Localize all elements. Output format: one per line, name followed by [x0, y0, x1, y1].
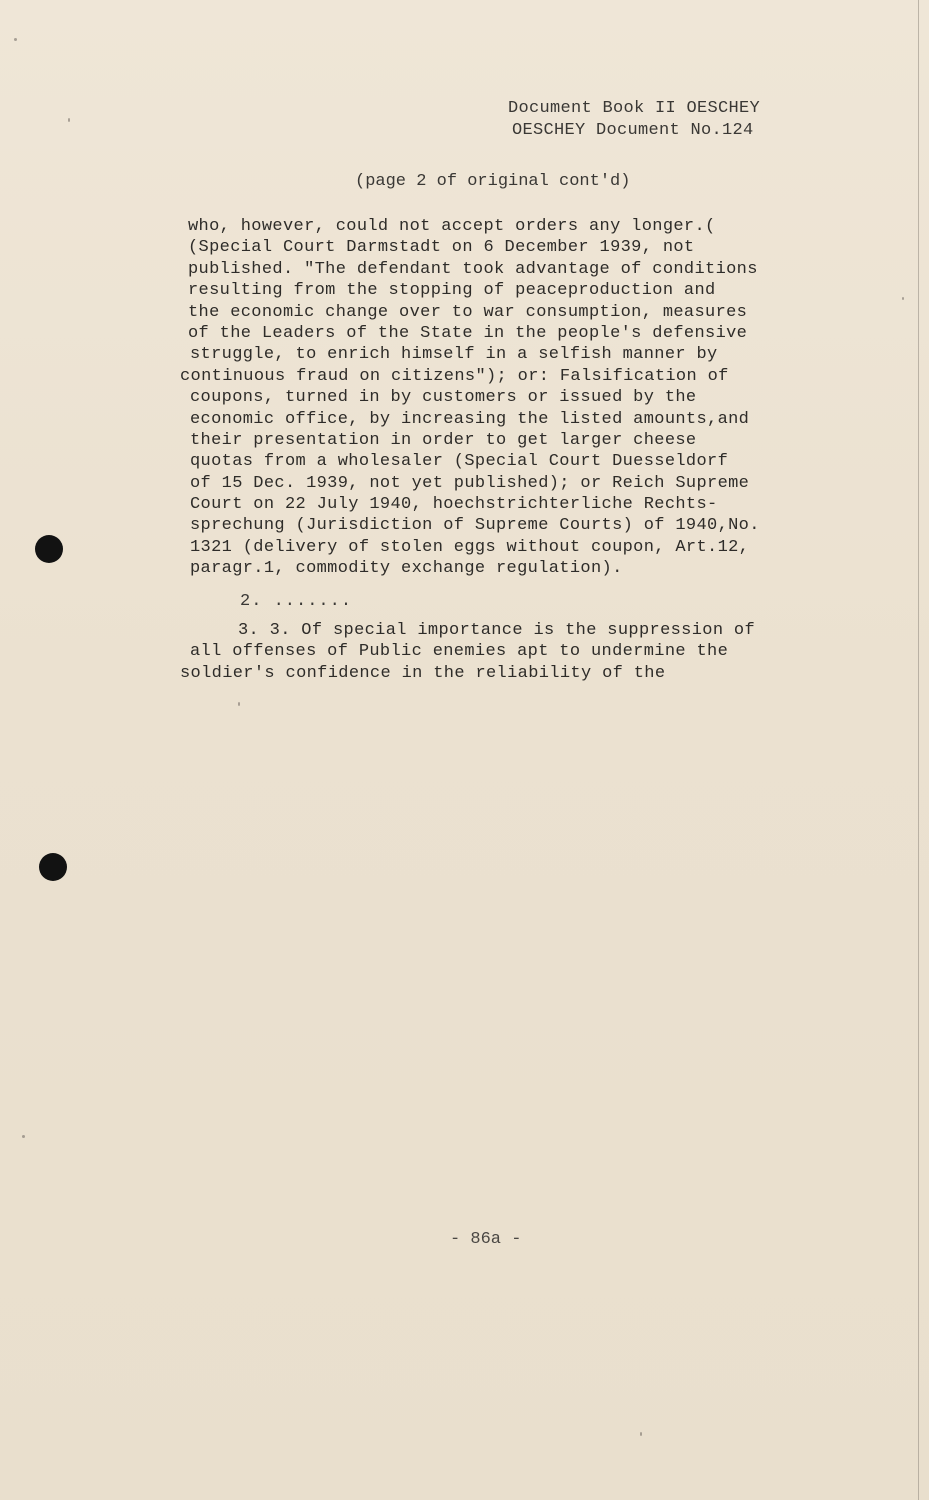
body-line: their presentation in order to get larger cheese — [190, 430, 697, 450]
body-line: economic office, by increasing the listed amounts,and — [190, 409, 750, 429]
body-line: (Special Court Darmstadt on 6 December 1939, not — [188, 238, 695, 258]
speck — [22, 1135, 25, 1138]
item-two-placeholder: 2. ....... — [240, 592, 353, 611]
body-line: the economic change over to war consumption, measures — [188, 302, 748, 322]
document-header — [508, 98, 760, 142]
body-line: of 15 Dec. 1939, not yet published); or Reich Supreme — [190, 473, 750, 493]
speck — [14, 38, 17, 41]
paragraph-three-line: all offenses of Public enemies apt to undermine the — [190, 642, 729, 662]
header-book-line: Document Book II OESCHEY — [508, 99, 761, 118]
body-line: resulting from the stopping of peaceproduction and — [188, 281, 716, 301]
speck — [902, 297, 904, 300]
paragraph-three-line: soldier's confidence in the reliability of the — [180, 663, 666, 683]
body-line: coupons, turned in by customers or issued by the — [190, 388, 697, 408]
body-line: struggle, to enrich himself in a selfish manner by — [190, 345, 718, 365]
body-line: continuous fraud on citizens"); or: Falsification of — [180, 366, 729, 386]
page-continuation-note: (page 2 of original cont'd) — [355, 172, 631, 191]
header-document-line: OESCHEY Document No.124 — [512, 121, 754, 140]
paragraph-three — [180, 620, 840, 684]
body-line: sprechung (Jurisdiction of Supreme Courts) of 1940,No. — [190, 516, 760, 536]
speck — [238, 702, 240, 706]
body-line: who, however, could not accept orders any longer.( — [188, 217, 716, 236]
body-line: Court on 22 July 1940, hoechstrichterliche Rechts- — [190, 495, 718, 515]
body-paragraph — [180, 216, 840, 580]
body-line: 1321 (delivery of stolen eggs without coupon, Art.12, — [190, 537, 750, 557]
page-edge-line — [918, 0, 919, 1500]
body-line: quotas from a wholesaler (Special Court Duesseldorf — [190, 452, 729, 472]
speck — [68, 118, 70, 122]
body-line: of the Leaders of the State in the people's defensive — [188, 323, 748, 343]
punch-hole-upper — [35, 535, 63, 563]
speck — [640, 1432, 642, 1436]
body-line: published. "The defendant took advantage of conditions — [188, 259, 758, 279]
punch-hole-lower — [39, 853, 67, 881]
paragraph-three-line: 3. 3. Of special importance is the suppression of — [238, 621, 756, 640]
body-line: paragr.1, commodity exchange regulation). — [190, 559, 623, 579]
page-number: - 86a - — [450, 1230, 522, 1249]
